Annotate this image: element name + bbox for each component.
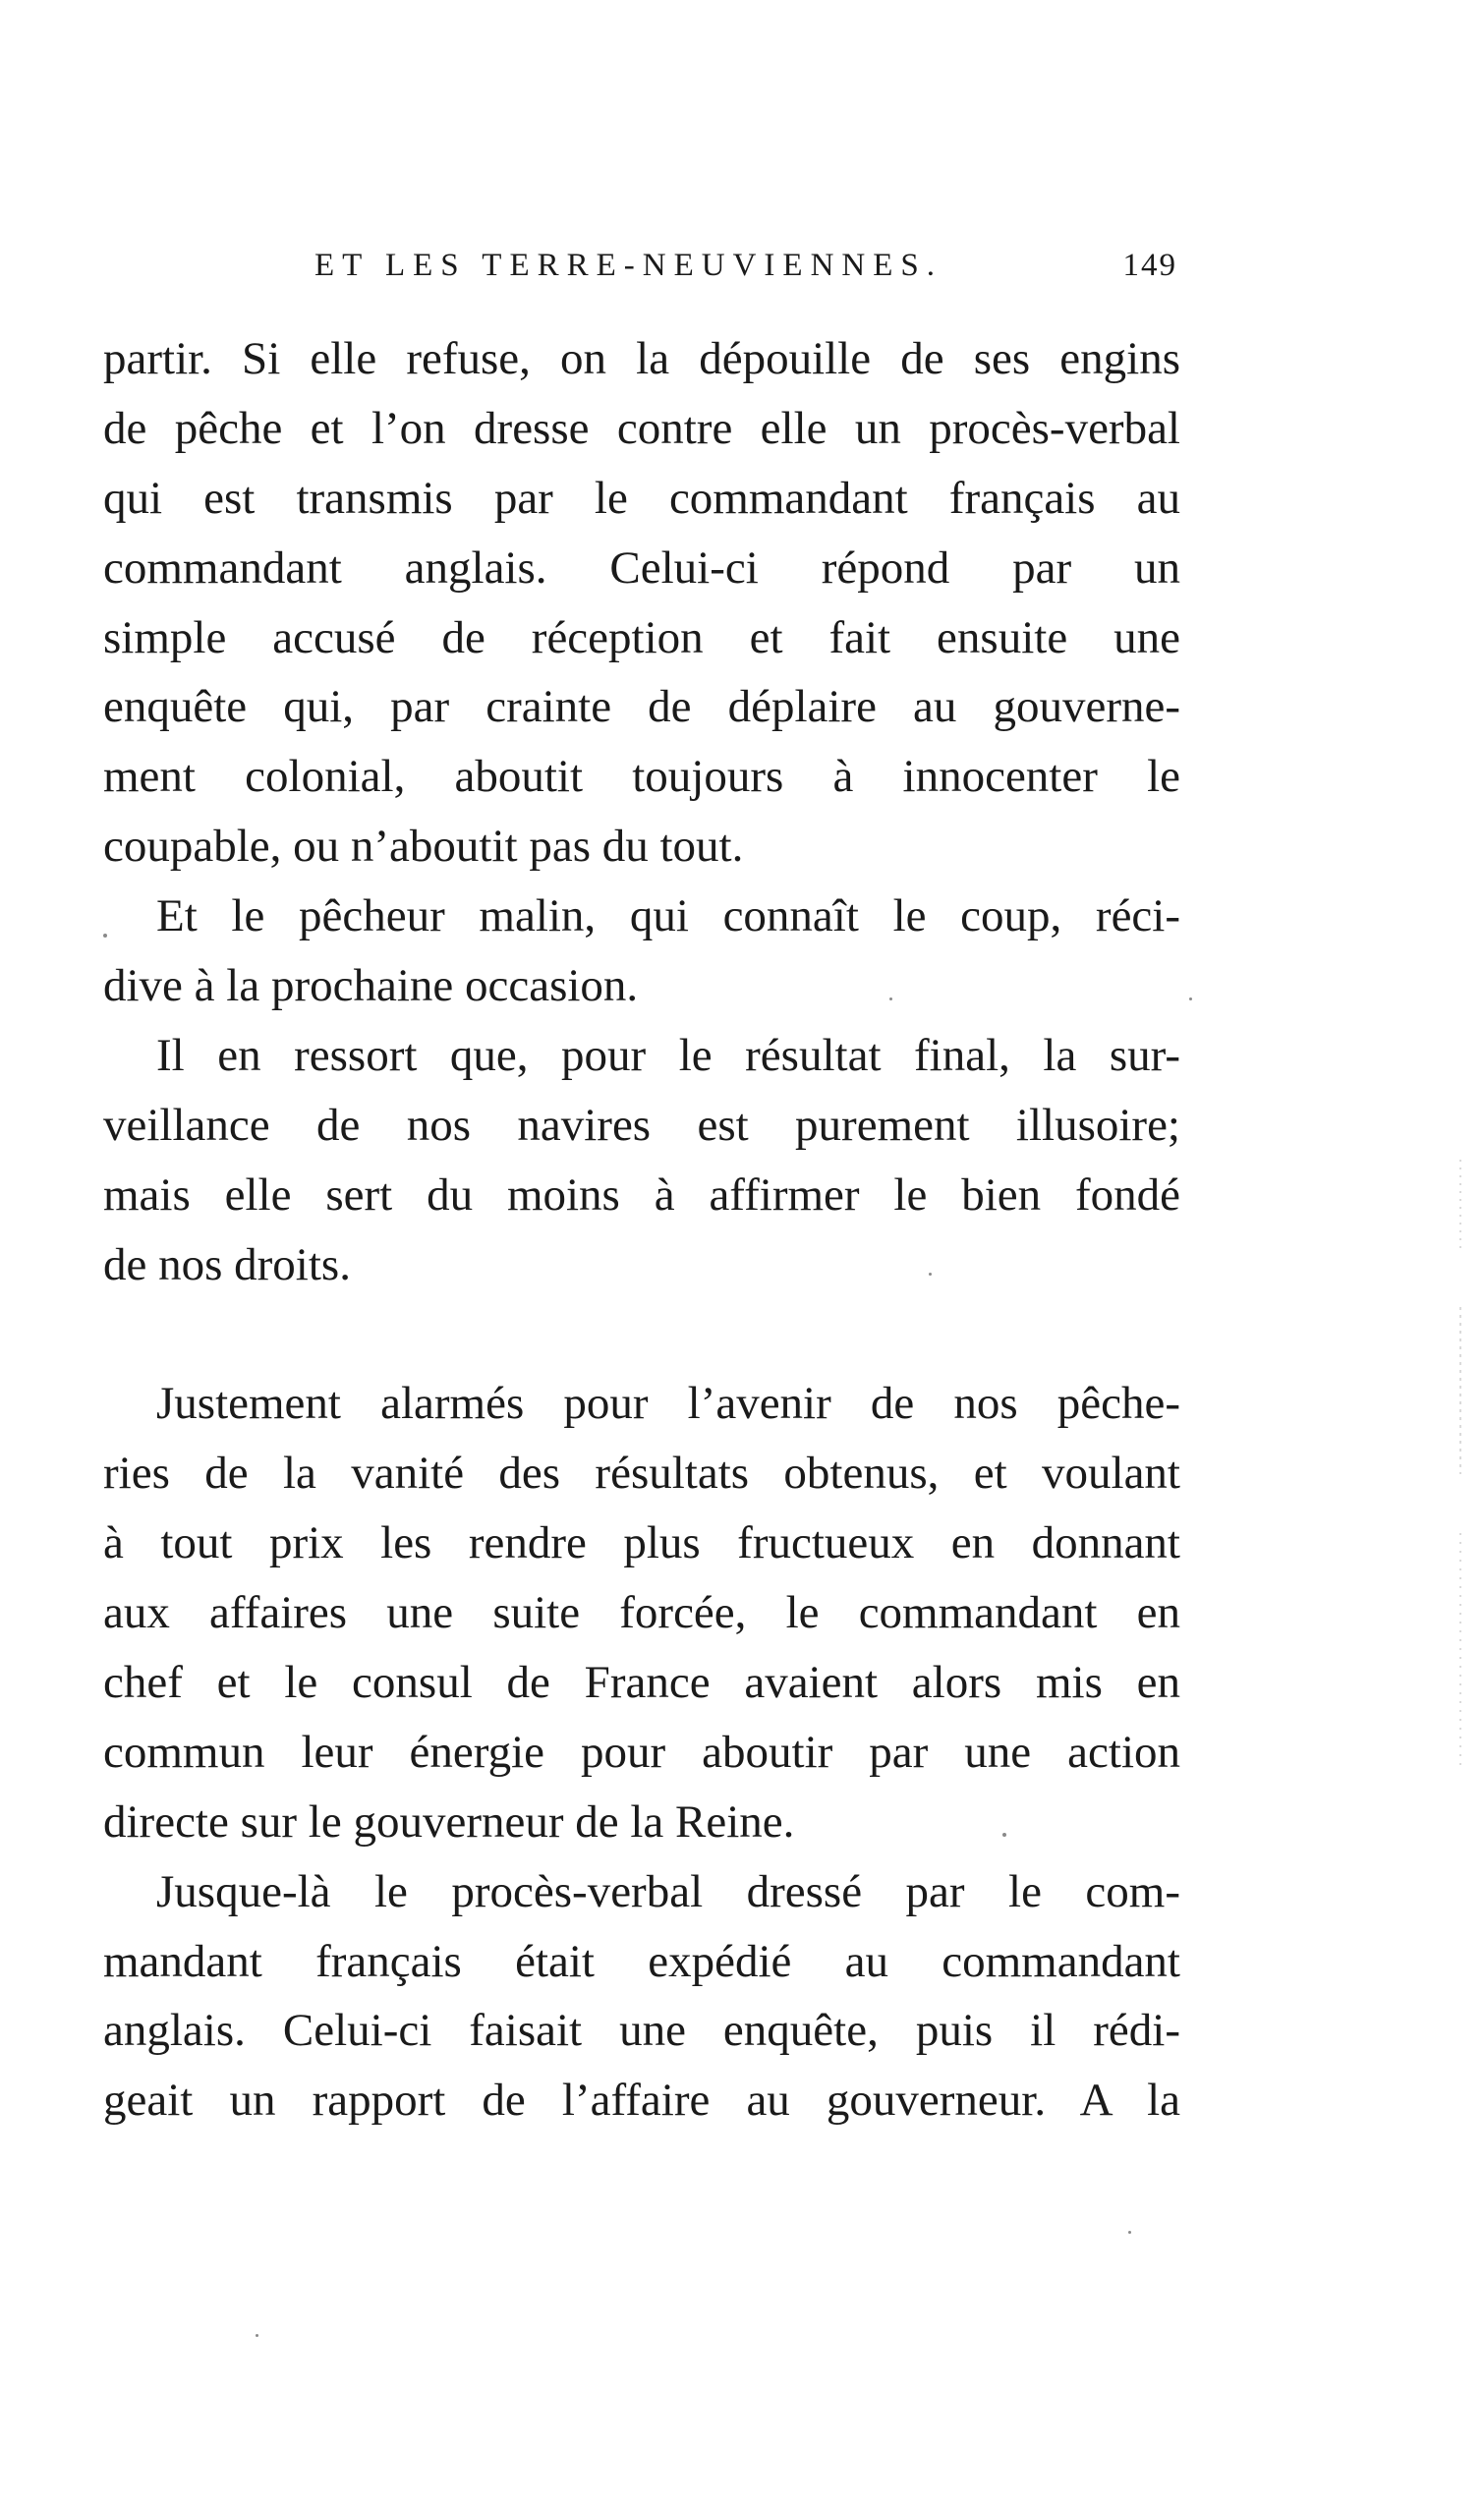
scan-speck xyxy=(1128,2231,1131,2234)
text-line: veillance de nos navires est purement illusoire; xyxy=(103,1099,1180,1151)
text-line: qui est transmis par le commandant français au xyxy=(103,472,1180,524)
text-line: aux affaires une suite forcée, le commandant en xyxy=(103,1587,1180,1639)
scan-speck xyxy=(256,2334,258,2337)
body-text xyxy=(103,324,1180,2136)
text-line: directe sur le gouverneur de la Reine. xyxy=(103,1795,795,1848)
running-head xyxy=(295,248,1238,297)
paragraph xyxy=(103,1369,1180,1856)
text-line: partir. Si elle refuse, on la dépouille de ses engins xyxy=(103,333,1180,384)
text-line: enquête qui, par crainte de déplaire au gouverne- xyxy=(103,681,1180,733)
scan-speck xyxy=(1002,1833,1006,1837)
text-line: à tout prix les rendre plus fructueux en donnant xyxy=(103,1517,1180,1569)
paragraph xyxy=(103,1857,1180,2136)
scan-speck xyxy=(929,1273,932,1276)
text-line: Justement alarmés pour l’avenir de nos pêche- xyxy=(156,1378,1180,1430)
text-line: de pêche et l’on dresse contre elle un procès-verbal xyxy=(103,402,1180,454)
running-title: ET LES TERRE-NEUVIENNES. xyxy=(314,248,942,283)
text-line: de nos droits. xyxy=(103,1238,351,1290)
text-line: Jusque-là le procès-verbal dressé par le com- xyxy=(156,1865,1180,1917)
text-line: mais elle sert du moins à affirmer le bien fondé xyxy=(103,1168,1180,1221)
scan-speck xyxy=(1189,997,1192,1000)
text-line: ries de la vanité des résultats obtenus, et voulant xyxy=(103,1448,1180,1500)
scan-speck xyxy=(103,934,107,938)
text-line: dive à la prochaine occasion. xyxy=(103,960,639,1012)
text-line: simple accusé de réception et fait ensuite une xyxy=(103,611,1180,663)
scan-edge-marks xyxy=(1453,1160,1470,1769)
text-line: Il en ressort que, pour le résultat final, la sur- xyxy=(156,1029,1180,1081)
text-line: chef et le consul de France avaient alors mis en xyxy=(103,1657,1180,1709)
text-line: geait un rapport de l’affaire au gouverneur. A la xyxy=(103,2075,1180,2127)
text-line: ment colonial, aboutit toujours à innocenter le xyxy=(103,751,1180,803)
scan-speck xyxy=(889,997,892,1000)
page-number: 149 xyxy=(1122,248,1177,283)
text-line: commun leur énergie pour aboutir par une action xyxy=(103,1726,1180,1778)
section-break xyxy=(103,1299,1180,1369)
paragraph xyxy=(103,1021,1180,1300)
text-line: coupable, ou n’aboutit pas du tout. xyxy=(103,821,744,873)
text-line: Et le pêcheur malin, qui connaît le coup, réci- xyxy=(156,890,1180,942)
text-line: anglais. Celui-ci faisait une enquête, puis il rédi- xyxy=(103,2005,1180,2057)
paragraph xyxy=(103,882,1180,1021)
paragraph xyxy=(103,324,1180,882)
text-line: mandant français était expédié au commandant xyxy=(103,1935,1180,1987)
text-line: commandant anglais. Celui-ci répond par un xyxy=(103,541,1180,594)
